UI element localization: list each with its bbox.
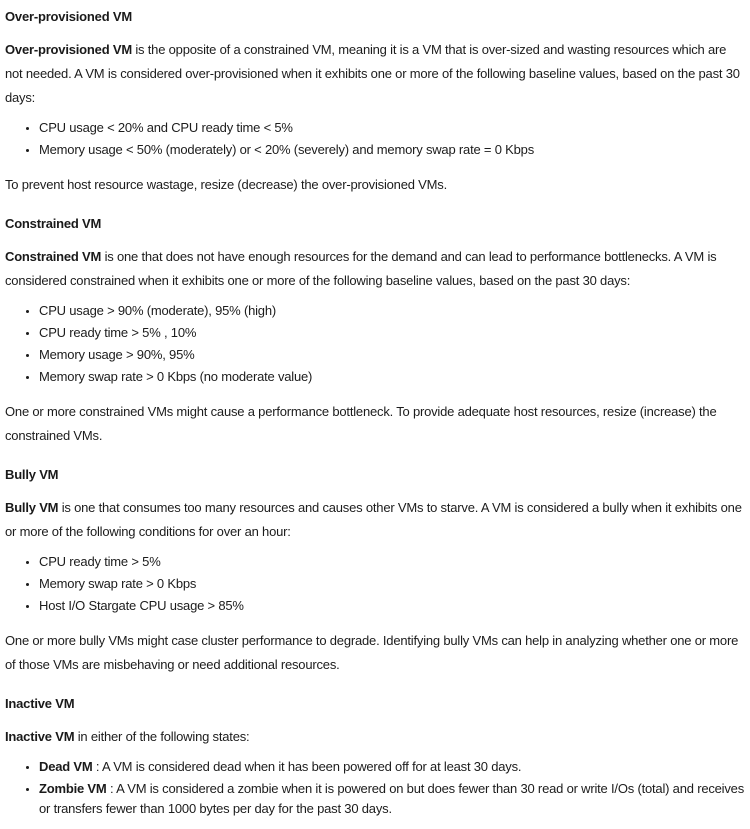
list-item: • Memory usage > 90%, 95% — [39, 345, 744, 365]
section-intro-paragraph — [5, 725, 745, 749]
section-intro-paragraph — [5, 38, 745, 110]
bullet-bold-term: Zombie VM — [39, 781, 107, 796]
list-item: • Host I/O Stargate CPU usage > 85% — [39, 596, 744, 616]
intro-bold-term: Bully VM — [5, 500, 59, 515]
section-inactive-vm — [5, 695, 745, 819]
intro-bold-term: Inactive VM — [5, 729, 75, 744]
list-item: • CPU ready time > 5% , 10% — [39, 323, 744, 343]
intro-bold-term: Constrained VM — [5, 249, 102, 264]
baseline-values-list — [5, 301, 745, 387]
list-item: • Memory usage < 50% (moderately) or < 20% (severely) and memory swap rate = 0 Kbps — [39, 140, 744, 160]
list-item: • CPU usage < 20% and CPU ready time < 5% — [39, 118, 744, 138]
section-intro-paragraph — [5, 496, 745, 544]
intro-text: is the opposite of a constrained VM, meaning it is a VM that is over-sized and wasting resources which are not needed. A VM is considered over-provisioned when it exhibits one or more of the following baseline values, based on the past 30 days: — [5, 42, 740, 105]
section-constrained-vm — [5, 215, 745, 448]
intro-text: in either of the following states: — [74, 729, 250, 744]
list-item: • CPU usage > 90% (moderate), 95% (high) — [39, 301, 744, 321]
section-heading: Constrained VM — [5, 216, 102, 231]
intro-text: is one that does not have enough resources for the demand and can lead to performance bottlenecks. A VM is considered constrained when it exhibits one or more of the following baseline values, based on the past 30 days: — [5, 249, 717, 288]
list-item: • Memory swap rate > 0 Kbps — [39, 574, 744, 594]
section-intro-paragraph — [5, 245, 745, 293]
list-item: • Memory swap rate > 0 Kbps (no moderate value) — [39, 367, 744, 387]
section-heading: Over-provisioned VM — [5, 9, 132, 24]
list-item: • CPU ready time > 5% — [39, 552, 744, 572]
list-item — [39, 779, 744, 819]
intro-text: is one that consumes too many resources and causes other VMs to starve. A VM is considered a bully when it exhibits one or more of the following conditions for over an hour: — [5, 500, 742, 539]
bullet-text: : A VM is considered a zombie when it is powered on but does fewer than 30 read or write I/Os (total) and receives or transfers fewer than 1000 bytes per day for the past 30 days. — [39, 781, 744, 816]
list-item — [39, 757, 744, 777]
conditions-list — [5, 552, 745, 616]
section-heading: Inactive VM — [5, 696, 75, 711]
bullet-bold-term: Dead VM — [39, 759, 93, 774]
section-outro-paragraph: To prevent host resource wastage, resize (decrease) the over-provisioned VMs. — [5, 177, 447, 192]
bullet-text: : A VM is considered dead when it has been powered off for at least 30 days. — [92, 759, 522, 774]
states-list — [5, 757, 745, 819]
baseline-values-list — [5, 118, 745, 160]
section-outro-paragraph: One or more bully VMs might case cluster performance to degrade. Identifying bully VMs can help in analyzing whether one or more of those VMs are misbehaving or need additional resources. — [5, 633, 739, 672]
section-bully-vm — [5, 466, 745, 677]
section-heading: Bully VM — [5, 467, 59, 482]
intro-bold-term: Over-provisioned VM — [5, 42, 132, 57]
section-outro-paragraph: One or more constrained VMs might cause a performance bottleneck. To provide adequate host resources, resize (increase) the constrained VMs. — [5, 404, 717, 443]
section-over-provisioned-vm — [5, 8, 745, 197]
